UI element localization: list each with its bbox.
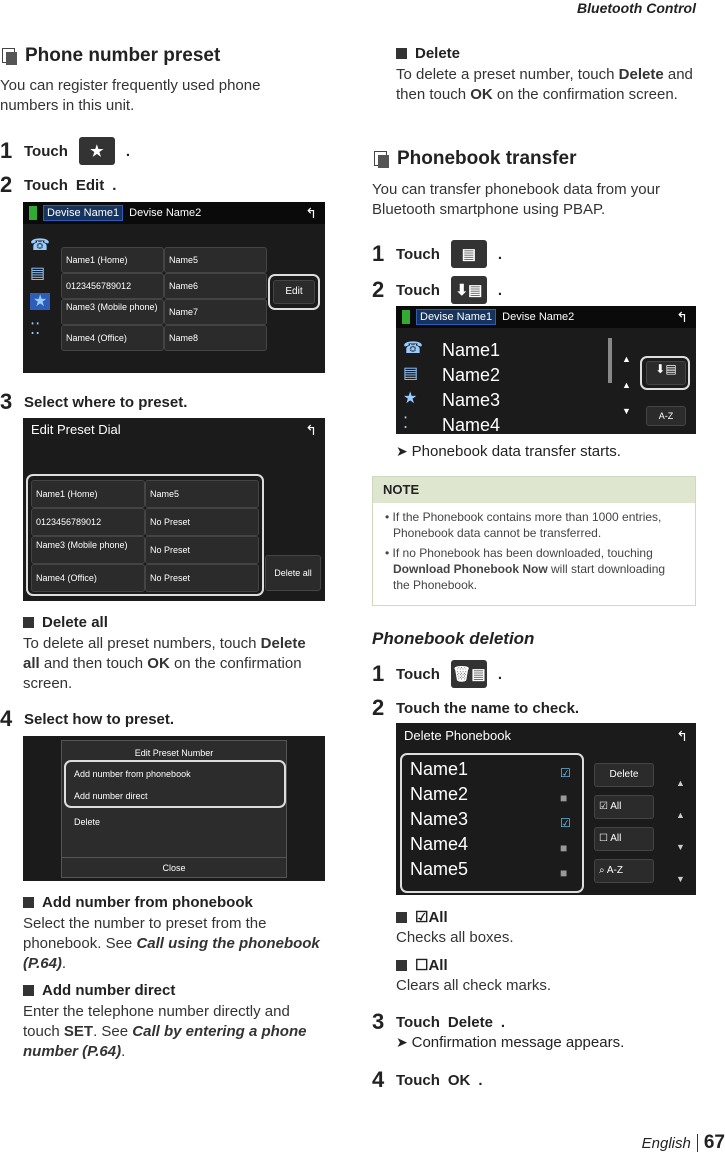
screen-phonebook: Devise Name1 Devise Name2 ↰ ☎ ▤ ★ ⁚ Name1 Name2 Name3 Name4 ▲ ▲ ▼ ⬇▤ A-Z xyxy=(396,306,696,434)
delete-list: Name1 Name2 Name3 Name4 Name5 xyxy=(410,759,469,879)
section-title-preset: Phone number preset xyxy=(2,45,220,67)
del-step-1: 1 Touch 🗑▤ . xyxy=(372,661,503,686)
preset-grid: Name1 (Home) Name5 0123456789012 Name6 Name3 (Mobile phone) Name7 Name4 (Office) Name8 xyxy=(61,247,267,351)
del-step-4: 4 Touch OK . xyxy=(372,1067,483,1092)
transfer-step-1: 1 Touch ▤ . xyxy=(372,241,503,266)
transfer-step-2: 2 Touch ⬇▤ . xyxy=(372,277,503,302)
all-clear-text: Clears all check marks. xyxy=(396,977,552,994)
from-phonebook-text: Select the number to preset from the phonebook. See Call using the phonebook (P.64). xyxy=(23,915,320,972)
star-icon[interactable]: ★ xyxy=(79,137,115,165)
option-delete[interactable]: Delete xyxy=(74,817,101,827)
transfer-intro: You can transfer phonebook data from your Bluetooth smartphone using PBAP. xyxy=(372,181,660,218)
page-footer: English 67 xyxy=(641,1132,725,1153)
close-button[interactable]: Close xyxy=(62,857,286,877)
step-1: 1 Touch ★ . xyxy=(0,138,131,163)
note-box: NOTE • If the Phonebook contains more than 1000 entries, Phonebook data cannot be transferred. • If no Phonebook has been downloaded, touching Download Phonebook Now will start downloading the Phonebook. xyxy=(372,476,696,606)
step-2: 2 Touch Edit . xyxy=(0,172,117,197)
subhead-direct: Add number direct xyxy=(23,982,175,999)
del-step-2: 2 Touch the name to check. xyxy=(372,695,580,720)
section-icon xyxy=(374,151,389,168)
screen-edit-preset-number: Edit Preset Number Add number from phonebook Add number direct Delete Close xyxy=(23,736,325,881)
direct-text: Enter the telephone number directly and touch SET. See Call by entering a phone number (P.64). xyxy=(23,1003,307,1060)
edit-button[interactable]: Edit xyxy=(273,280,315,304)
subhead-all-check: ☑ All xyxy=(396,908,448,926)
step-3: 3 Select where to preset. xyxy=(0,389,188,414)
delete-all-text: To delete all preset numbers, touch Delete all and then touch OK on the confirmation screen. xyxy=(23,635,306,692)
check-all-button[interactable]: ☑ All xyxy=(594,795,654,819)
transfer-result: ➤ Phonebook data transfer starts. xyxy=(396,443,621,460)
screen-preset: Devise Name1 Devise Name2 ↰ ☎ ▤ ★ ⁚⁚ Name1 (Home) Name5 0123456789012 Name6 Name3 (Mobile phone) Name7 Name4 (Office) Name8 Edit xyxy=(23,202,325,373)
subhead-delete: Delete xyxy=(396,45,460,62)
side-icons: ☎ ▤ ★ ⁚⁚ xyxy=(30,237,50,338)
option-direct[interactable]: Add number direct xyxy=(74,791,148,801)
deletion-title: Phonebook deletion xyxy=(372,629,535,648)
phonebook-list: Name1 Name2 Name3 Name4 xyxy=(442,340,501,434)
checkbox-icons: ☑ ■ ☑ ■ ■ xyxy=(560,766,571,880)
step-4: 4 Select how to preset. xyxy=(0,706,175,731)
page-header: Bluetooth Control xyxy=(577,0,696,16)
del-step-3: 3 Touch Delete . xyxy=(372,1009,506,1034)
clear-all-button[interactable]: ☐ All xyxy=(594,827,654,851)
delete-phonebook-icon[interactable]: 🗑▤ xyxy=(451,660,487,688)
phonebook-icon[interactable]: ▤ xyxy=(451,240,487,268)
subhead-from-phonebook: Add number from phonebook xyxy=(23,894,253,911)
az-button[interactable]: A-Z xyxy=(646,406,686,426)
download-phonebook-icon[interactable]: ⬇▤ xyxy=(451,276,487,304)
delete-text: To delete a preset number, touch Delete and then touch OK on the confirmation screen. xyxy=(396,66,693,103)
all-check-text: Checks all boxes. xyxy=(396,929,514,946)
subhead-delete-all: Delete all xyxy=(23,614,108,631)
screen-delete-phonebook: Delete Phonebook ↰ Name1 Name2 Name3 Name4 Name5 ☑ ■ ☑ ■ ■ Delete ☑ All ☐ All ⌕ A-Z ▲ ▲ ▼ ▼ xyxy=(396,723,696,895)
option-from-phonebook[interactable]: Add number from phonebook xyxy=(74,769,191,779)
section-icon xyxy=(2,48,17,65)
intro-text: You can register frequently used phone numbers in this unit. xyxy=(0,77,261,114)
delete-all-button[interactable]: Delete all xyxy=(265,555,321,591)
az-button-delete[interactable]: ⌕ A-Z xyxy=(594,859,654,883)
download-button[interactable]: ⬇▤ xyxy=(646,361,686,385)
delete-button[interactable]: Delete xyxy=(594,763,654,787)
confirm-text: ➤ Confirmation message appears. xyxy=(396,1034,625,1051)
preset-dial-grid: Name1 (Home) Name5 0123456789012 No Preset Name3 (Mobile phone) No Preset Name4 (Office) No Preset xyxy=(31,480,259,592)
subhead-all-clear: ☐ All xyxy=(396,956,448,974)
section-title-transfer: Phonebook transfer xyxy=(374,148,576,170)
screen-edit-preset-dial: Edit Preset Dial ↰ Name1 (Home) Name5 0123456789012 No Preset Name3 (Mobile phone) No Preset Name4 (Office) No Preset Delete all xyxy=(23,418,325,601)
